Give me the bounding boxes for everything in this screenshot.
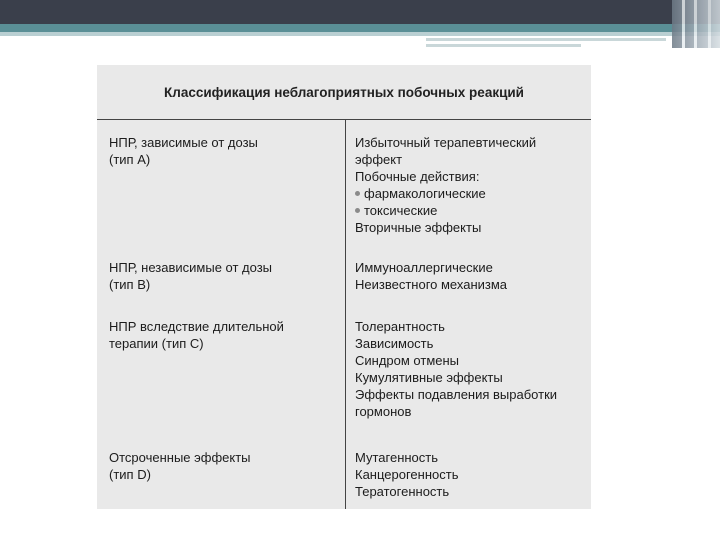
effect-item: Тератогенность <box>355 484 450 499</box>
column-divider <box>345 120 346 509</box>
slide-header-band <box>0 24 720 32</box>
table-title: Классификация неблагоприятных побочных реакций <box>97 65 591 120</box>
type-label: НПР вследствие длительной <box>109 319 284 334</box>
row-effects-cell <box>355 134 587 236</box>
bullet-icon <box>355 191 360 196</box>
slide-header-light-band <box>0 32 720 36</box>
effect-item: Иммуноаллергические <box>355 260 493 275</box>
effect-item: Синдром отмены <box>355 353 460 368</box>
slide-top-bar <box>0 0 720 24</box>
effect-item: эффект <box>355 152 403 167</box>
row-type-cell <box>109 259 337 293</box>
row-effects-cell <box>355 259 587 293</box>
effect-item: Неизвестного механизма <box>355 277 508 292</box>
effect-item: Вторичные эффекты <box>355 220 482 235</box>
decorative-line <box>426 44 581 47</box>
corner-decoration <box>672 0 720 48</box>
effect-item: Избыточный терапевтический <box>355 135 537 150</box>
decorative-line <box>426 38 666 41</box>
bullet-icon <box>355 208 360 213</box>
classification-table <box>97 65 591 509</box>
row-type-cell <box>109 318 337 352</box>
type-label: Отсроченные эффекты <box>109 450 251 465</box>
effect-item: токсические <box>355 202 587 219</box>
effect-item: Мутагенность <box>355 450 439 465</box>
row-type-cell <box>109 449 337 483</box>
row-type-cell <box>109 134 337 168</box>
effect-item: фармакологические <box>355 185 587 202</box>
type-label: (тип А) <box>109 152 151 167</box>
effect-item: Канцерогенность <box>355 467 459 482</box>
effect-item: Зависимость <box>355 336 434 351</box>
effect-item: гормонов <box>355 404 412 419</box>
type-label: терапии (тип С) <box>109 336 204 351</box>
type-label: НПР, зависимые от дозы <box>109 135 258 150</box>
row-effects-cell <box>355 318 587 420</box>
effect-item: Толерантность <box>355 319 445 334</box>
type-label: (тип D) <box>109 467 151 482</box>
type-label: (тип В) <box>109 277 151 292</box>
effect-item: Эффекты подавления выработки <box>355 387 558 402</box>
effect-item: Побочные действия: <box>355 169 480 184</box>
type-label: НПР, независимые от дозы <box>109 260 273 275</box>
row-effects-cell <box>355 449 587 500</box>
effect-item: Кумулятивные эффекты <box>355 370 503 385</box>
